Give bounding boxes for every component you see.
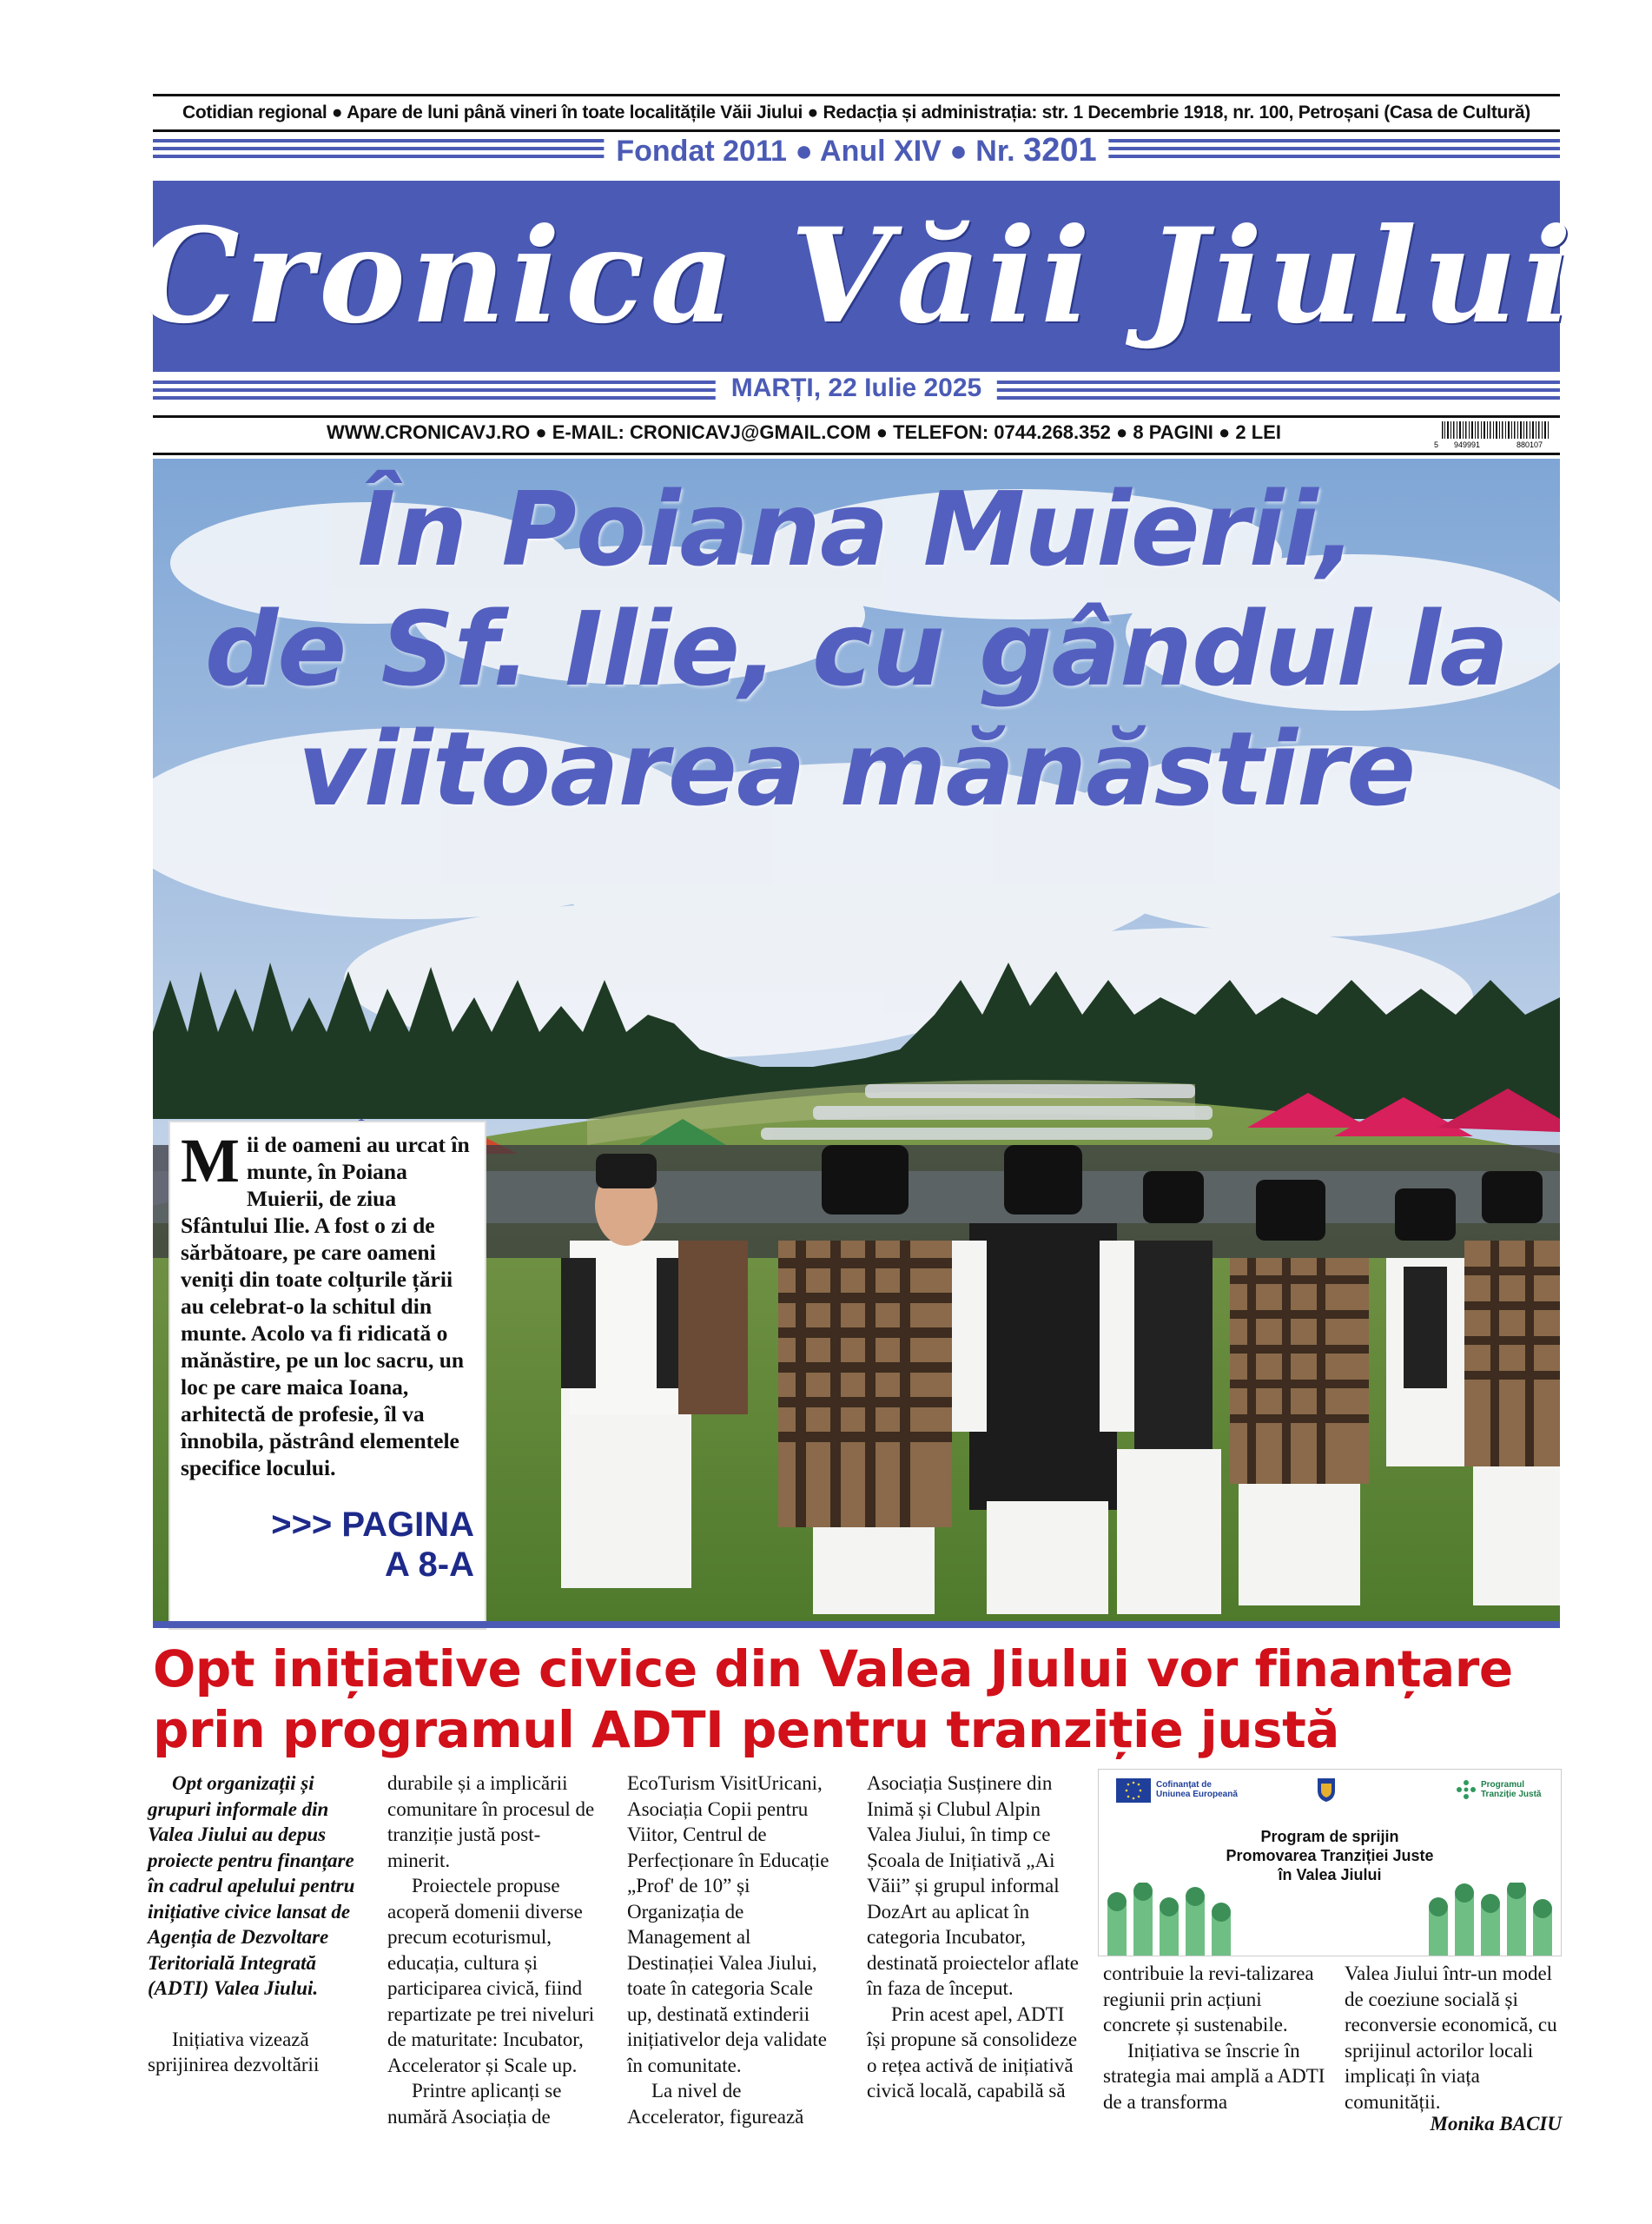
article-paragraph: durabile și a implicării comunitare în procesul de tranziție justă post-minerit. bbox=[387, 1772, 595, 1871]
date-line bbox=[153, 372, 1560, 414]
barcode-icon bbox=[1433, 420, 1555, 449]
issue-date: MARȚI, 22 Iulie 2025 bbox=[716, 374, 997, 403]
top-info-bar bbox=[153, 94, 1560, 132]
issue-number: 3201 bbox=[1023, 132, 1097, 169]
article-paragraph: Asociația Susținere din Inimă și Clubul Alpin Valea Jiului, în timp ce Școala de Inițiativă „Ai Văii” și grupul informal DozArt au aplicat în categoria Incubator, destinată proiectelor aflate în faza de început. bbox=[867, 1772, 1079, 1999]
article-paragraph: Prin acest apel, ADTI își propune să consolideze o rețea activă de inițiativă civică locală, capabilă să bbox=[867, 2002, 1078, 2102]
article-paragraph: Inițiativa se înscrie în strategia mai amplă a ADTI de a transforma bbox=[1103, 2039, 1325, 2113]
article-lead: Opt organizații și grupuri informale din Valea Jiului au depus proiecte pentru finanțare în cadrul apelului pentru inițiative civice lansat de Agenția de Dezvoltare Teritorială Integrată (ADTI) Valea Jiului. bbox=[148, 1772, 355, 1999]
ad-title bbox=[1099, 1827, 1561, 1884]
section-divider bbox=[153, 1621, 1560, 1628]
eu-label-line-1: Cofinanțat de bbox=[1156, 1780, 1212, 1790]
article-paragraph: EcoTurism VisitUricani, Asociația Copii pentru Viitor, Centrul de Perfecționare în Educație „Prof' de 10” și Organizația de Management al Destinației Valea Jiului, toate în categoria Scale up, destinată extinderii inițiativelor deja validate în comunitate. bbox=[627, 1772, 829, 2076]
lead-headline-line-3: viitoarea mănăstire bbox=[297, 709, 1416, 829]
article-paragraph: Printre aplicanți se numără Asociația de bbox=[387, 2080, 562, 2128]
ad-title-line-3: în Valea Jiului bbox=[1278, 1866, 1382, 1883]
program-label-line-2: Tranziție Justă bbox=[1481, 1790, 1542, 1799]
continue-page-line-2: A 8-A bbox=[385, 1546, 474, 1584]
article-paragraph: Inițiativa vizează sprijinirea dezvoltării bbox=[148, 2028, 320, 2075]
founded-line bbox=[153, 130, 1560, 174]
ad-title-line-1: Program de sprijin bbox=[1260, 1828, 1399, 1845]
eu-flag-icon bbox=[1116, 1778, 1151, 1803]
barcode-right-digits: 880107 bbox=[1517, 440, 1543, 449]
eu-label-line-2: Uniunea Europeană bbox=[1156, 1790, 1238, 1799]
top-info-text: Cotidian regional ● Apare de luni până vineri în toate localitățile Văii Jiului ● Redacția și administrația: str. 1 Decembrie 1918, nr. 100, Petroșani (Casa de Cultură) bbox=[182, 103, 1531, 122]
author-byline: Monika BACIU bbox=[1430, 2113, 1562, 2135]
program-logo-icon bbox=[1455, 1778, 1477, 1801]
lead-intro-text bbox=[181, 1126, 476, 1481]
article-column-2 bbox=[387, 1771, 601, 2129]
article-column-5 bbox=[1103, 1961, 1332, 2115]
barcode-mid-digits: 949991 bbox=[1454, 440, 1481, 449]
article-paragraph: Valea Jiului într-un model de coeziune socială și reconversie economică, cu sprijinul actorilor locali implicați în viața comunității. bbox=[1345, 1963, 1557, 2113]
second-headline-line-2: prin programul ADTI pentru tranziție justă bbox=[153, 1700, 1339, 1759]
article-paragraph: La nivel de Accelerator, figurează bbox=[627, 2080, 804, 2128]
eu-label bbox=[1156, 1780, 1238, 1799]
drop-cap: M bbox=[181, 1126, 240, 1195]
contact-text: WWW.CRONICAVJ.RO ● E-MAIL: CRONICAVJ@GMAIL.COM ● TELEFON: 0744.268.352 ● 8 PAGINI ● 2 LEI bbox=[327, 421, 1281, 443]
article-column-3 bbox=[627, 1771, 841, 2129]
program-ad bbox=[1098, 1769, 1562, 1956]
lead-headline bbox=[153, 469, 1560, 829]
issue-info bbox=[604, 132, 1108, 169]
continue-page-line-1: >>> PAGINA bbox=[271, 1506, 474, 1544]
article-column-1 bbox=[148, 1771, 361, 2078]
lead-intro-body: ii de oameni au urcat în munte, în Poiana Muierii, de ziua Sfântului Ilie. A fost o zi de sărbătoare, pe care oameni veniți din toate colțurile țării au celebrat-o la schitul din munte. Acolo va fi ridicată o mănăstire, pe un loc sacru, un loc pe care maica Ioana, arhitectă de profesie, îl va înnobila, păstrând elementele specifice locului. bbox=[181, 1132, 470, 1480]
program-label-line-1: Programul bbox=[1481, 1780, 1525, 1790]
newspaper-title: Cronica Văii Jiului bbox=[135, 200, 1577, 353]
continue-page-link[interactable] bbox=[271, 1505, 474, 1585]
second-headline bbox=[153, 1638, 1560, 1760]
masthead bbox=[135, 181, 1577, 372]
program-label bbox=[1481, 1780, 1541, 1799]
article-paragraph: contribuie la revi-talizarea regiunii prin acțiuni concrete și sustenabile. bbox=[1103, 1963, 1314, 2035]
article-paragraph: Proiectele propuse acoperă domenii diverse precum ecoturismul, educația, cultura și participarea civică, fiind repartizate pe trei niveluri de maturitate: Incubator, Accelerator și Scale up. bbox=[387, 1875, 595, 2076]
ad-title-line-2: Promovarea Tranziției Juste bbox=[1226, 1847, 1434, 1864]
lead-headline-line-2: de Sf. Ilie, cu gândul la bbox=[204, 589, 1509, 709]
raised-fists-illustration bbox=[1099, 1883, 1561, 1956]
lead-intro-box bbox=[169, 1121, 486, 1630]
article-column-4 bbox=[867, 1771, 1080, 2104]
issue-prefix: Fondat 2011 ● Anul XIV ● Nr. bbox=[616, 135, 1015, 168]
lead-headline-line-1: În Poiana Muierii, bbox=[357, 469, 1356, 589]
barcode-left-digit: 5 bbox=[1434, 440, 1439, 449]
article-column-6 bbox=[1345, 1961, 1562, 2115]
government-crest-icon bbox=[1316, 1777, 1337, 1803]
second-headline-line-1: Opt inițiative civice din Valea Jiului vor finanțare bbox=[153, 1639, 1513, 1698]
contact-bar bbox=[153, 415, 1560, 455]
